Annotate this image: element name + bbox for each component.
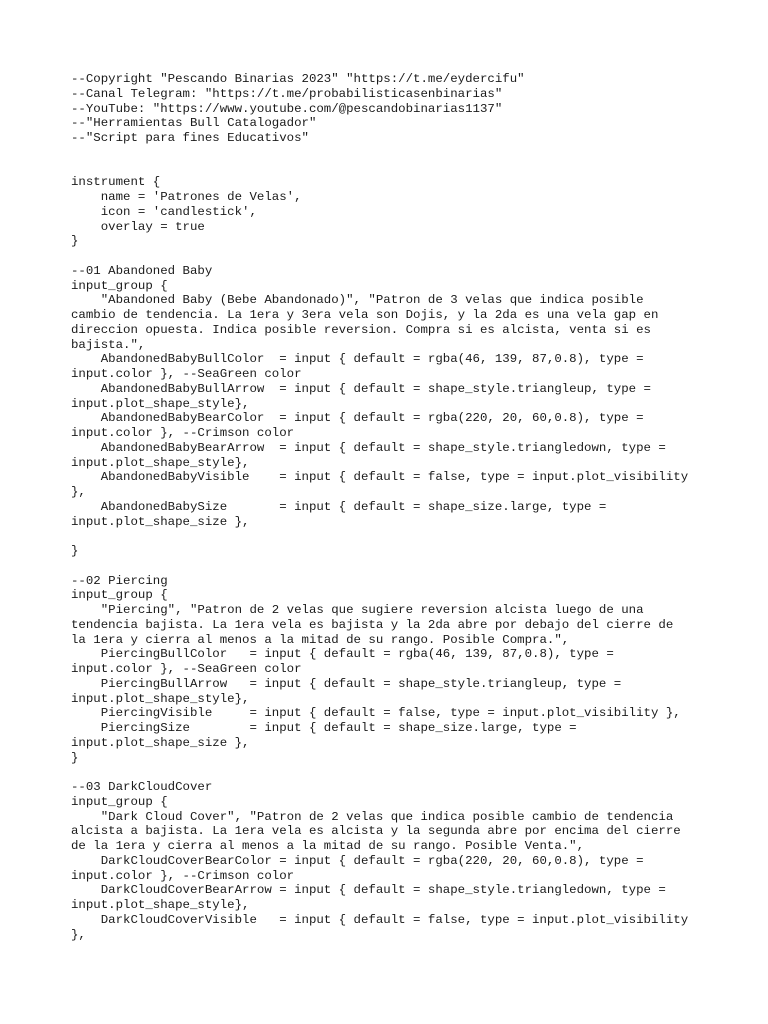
code-line: AbandonedBabyBullColor = input { default = rgba(46, 139, 87,0.8), type = [71,352,644,367]
code-line: --03 DarkCloudCover [71,780,213,794]
code-line: --01 Abandoned Baby [71,263,213,278]
code-line: --YouTube: "https://www.youtube.com/@pescandobinarias1137" [71,101,503,116]
code-line: --Copyright "Pescando Binarias 2023" "https://t.me/eydercifu" [71,72,525,86]
code-line: --Canal Telegram: "https://t.me/probabilisticasenbinarias" [71,86,503,101]
code-line: AbandonedBabyBearArrow = input { default = shape_style.triangledown, type = [71,440,666,455]
code-line: AbandonedBabyVisible = input { default = false, type = input.plot_visibility [71,470,689,485]
code-line: AbandonedBabySize = input { default = shape_size.large, type = [71,499,607,514]
code-line: input.plot_shape_style}, [71,898,250,912]
code-line: } [71,750,79,765]
code-line: input.color }, --Crimson color [71,426,295,440]
code-line: --02 Piercing [71,573,168,588]
code-line [71,161,761,176]
code-line: name = 'Patrones de Velas', [71,190,302,204]
code-line [71,559,761,574]
code-line: input.color }, --SeaGreen color [71,367,302,381]
code-line: "Piercing", "Patron de 2 velas que sugiere reversion alcista luego de una [71,603,644,617]
code-line: --"Herramientas Bull Catalogador" [71,116,317,131]
code-line: }, [71,485,86,499]
code-line: DarkCloudCoverBearArrow = input { default = shape_style.triangledown, type = [71,883,666,898]
code-line: input.color }, --SeaGreen color [71,662,302,676]
code-line: input_group { [71,794,168,809]
code-line: "Dark Cloud Cover", "Patron de 2 velas que indica posible cambio de tendencia [71,809,674,824]
code-line: tendencia bajista. La 1era vela es bajista y la 2da abre por debajo del cierre de [71,617,674,632]
code-line: cambio de tendencia. La 1era y 3era vela son Dojis, y la 2da es una vela gap en [71,308,659,322]
code-line: input.plot_shape_size }, [71,735,250,750]
code-line [71,249,761,264]
code-line [71,529,761,544]
code-line: } [71,544,79,558]
code-line: direccion opuesta. Indica posible reversion. Compra si es alcista, venta si es [71,322,651,337]
code-line: input.plot_shape_style}, [71,691,250,706]
code-listing [71,72,761,942]
code-line: alcista a bajista. La 1era vela es alcista y la segunda abre por encima del cierre [71,824,681,839]
code-line: DarkCloudCoverBearColor = input { default = rgba(220, 20, 60,0.8), type = [71,853,644,868]
code-line: input.plot_shape_style}, [71,455,250,470]
code-line: AbandonedBabyBearColor = input { default = rgba(220, 20, 60,0.8), type = [71,411,644,426]
code-line: bajista.", [71,337,146,352]
code-line: DarkCloudCoverVisible = input { default = false, type = input.plot_visibility [71,912,689,927]
code-line: instrument { [71,175,161,190]
code-line: AbandonedBabyBullArrow = input { default = shape_style.triangleup, type = [71,381,651,396]
code-line [71,146,761,161]
code-line: "Abandoned Baby (Bebe Abandonado)", "Patron de 3 velas que indica posible [71,293,644,308]
code-line [71,765,761,780]
code-line: de la 1era y cierra al menos a la mitad de su rango. Posible Venta.", [71,839,585,853]
code-line: PiercingSize = input { default = shape_size.large, type = [71,721,577,735]
code-line: la 1era y cierra al menos a la mitad de su rango. Posible Compra.", [71,632,570,647]
code-line: } [71,234,79,249]
code-line: icon = 'candlestick', [71,204,257,219]
code-line: input.color }, --Crimson color [71,868,295,883]
code-line: input.plot_shape_style}, [71,396,250,411]
code-line: input_group { [71,588,168,603]
code-line: input_group { [71,278,168,293]
code-line: --"Script para fines Educativos" [71,131,309,145]
code-line: PiercingBullColor = input { default = rgba(46, 139, 87,0.8), type = [71,647,614,662]
code-line: PiercingVisible = input { default = false, type = input.plot_visibility }, [71,706,681,721]
code-line: }, [71,927,86,942]
code-line: input.plot_shape_size }, [71,514,250,529]
code-line: overlay = true [71,219,205,234]
code-line: PiercingBullArrow = input { default = shape_style.triangleup, type = [71,676,622,691]
